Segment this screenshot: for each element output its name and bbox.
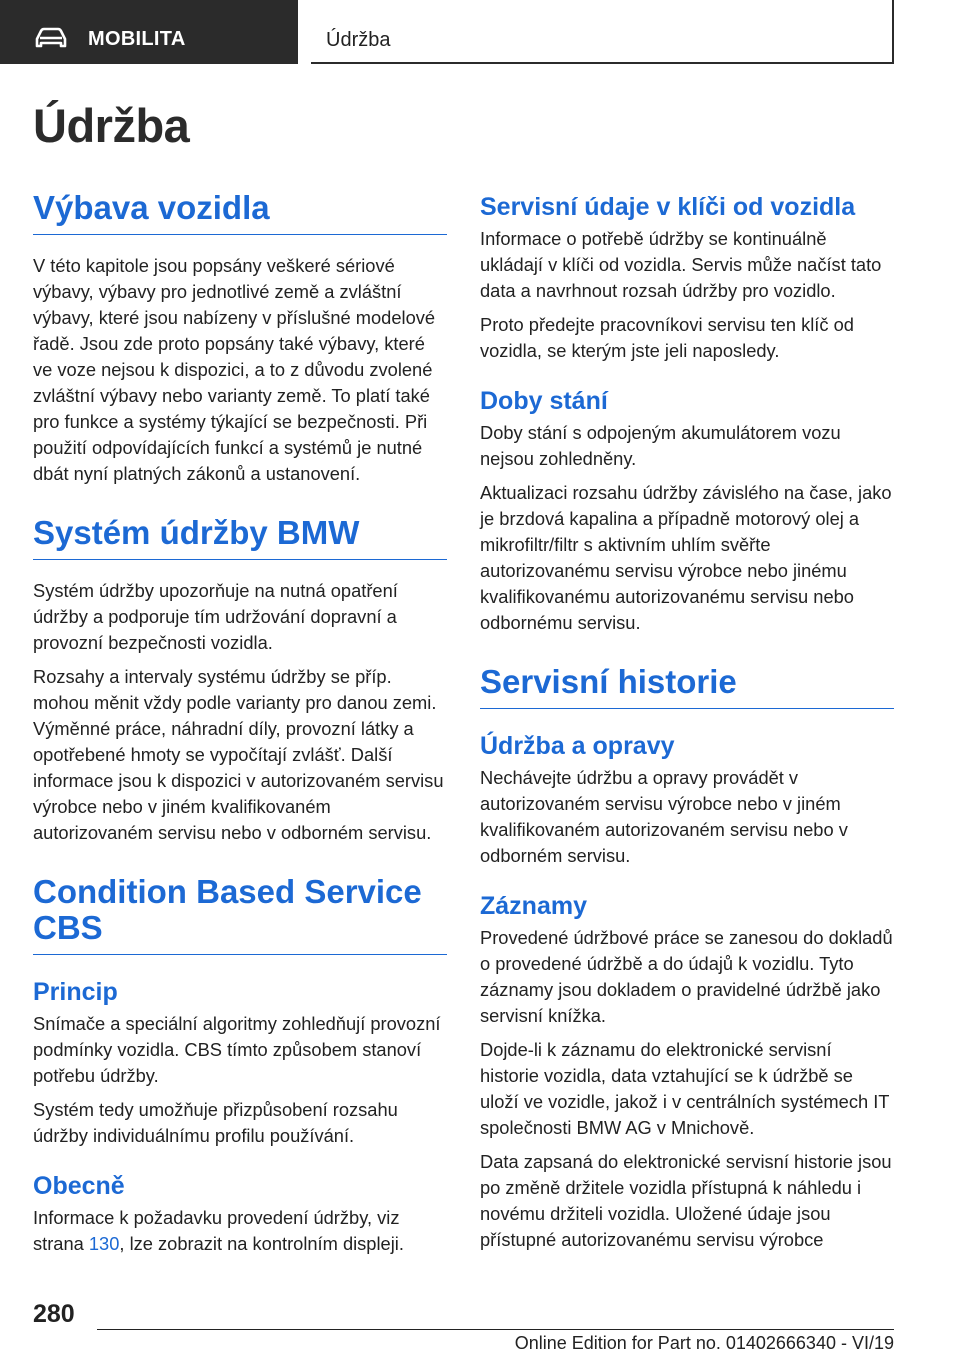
right-column <box>480 192 894 1261</box>
page-title: Údržba <box>33 99 190 152</box>
subheading-servisni-udaje: Servisní údaje v klíči od vozidla <box>480 193 856 221</box>
paragraph: Rozsahy a intervaly systému údržby se příp. mohou měnit vždy podle varianty pro danou zemi. Výměnné práce, náhradní díly, provozní látky a opotřebené hmoty se vypočítají zvlášť. Další informace jsou k dispozici v autorizovaném servisu výrobce nebo v jiném kvalifikovaném autorizovaném servisu nebo v odborném servisu. <box>33 666 444 843</box>
heading-vybava: Výbava vozidla <box>33 190 447 235</box>
paragraph: Informace k požadavku provedení údržby, viz strana 130, lze zobrazit na kontrolním displeji. <box>33 1207 404 1254</box>
footer-divider <box>97 1329 894 1330</box>
subheading-obecne: Obecně <box>33 1172 125 1200</box>
paragraph: Data zapsaná do elektronické servisní historie jsou po změně držitele vozidla přístupná k náhledu i novému držiteli vozidla. Uložené údaje jsou přístupné autorizovanému servisu výrobce <box>480 1151 892 1250</box>
paragraph: Systém tedy umožňuje přizpůsobení rozsahu údržby individuálnímu profilu používání. <box>33 1099 398 1146</box>
subheading-udrzba-opravy: Údržba a opravy <box>480 732 675 760</box>
page-number: 280 <box>33 1300 75 1328</box>
paragraph: Dojde-li k záznamu do elektronické servisní historie vozidla, data vztahující se k údržbě se uloží ve vozidle, jakož i v centrálních systémech IT společnosti BMW AG v Mnichově. <box>480 1039 890 1138</box>
subheading-zaznamy: Záznamy <box>480 892 587 920</box>
section-header-label: Údržba <box>326 29 391 51</box>
heading-system-udrzby: Systém údržby BMW <box>33 515 447 560</box>
chapter-tab-label: MOBILITA <box>88 28 186 50</box>
paragraph: Doby stání s odpojeným akumulátorem vozu nejsou zohledněny. <box>480 422 841 469</box>
paragraph: Aktualizaci rozsahu údržby závislého na čase, jako je brzdová kapalina a případně motorový olej a mikrofiltr/filtr s aktivním uhlím svěřte autorizovanému servisu výrobce nebo jinému kvalifikovanému autorizovanému servisu nebo odbornému servisu. <box>480 482 892 633</box>
subheading-princip: Princip <box>33 978 118 1006</box>
paragraph: Snímače a speciální algoritmy zohledňují provozní podmínky vozidla. CBS tímto způsobem stanoví potřebu údržby. <box>33 1013 441 1086</box>
paragraph: Proto předejte pracovníkovi servisu ten klíč od vozidla, se kterým jste jeli naposledy. <box>480 314 854 361</box>
edition-footer: Online Edition for Part no. 01402666340 - VI/19 <box>514 1333 894 1353</box>
chapter-tab[interactable] <box>0 0 298 64</box>
page-reference-link[interactable]: 130 <box>88 1233 120 1254</box>
paragraph: Systém údržby upozorňuje na nutná opatření údržby a podporuje tím udržování dopravní a provozní bezpečnosti vozidla. <box>33 580 398 653</box>
section-header <box>311 0 894 64</box>
paragraph: Informace o potřebě údržby se kontinuálně ukládají v klíči od vozidla. Servis může načíst tato data a navrhnout rozsah údržby pro vozidlo. <box>480 228 882 301</box>
paragraph: V této kapitole jsou popsány veškeré sériové výbavy, výbavy pro jednotlivé země a zvláštní výbavy, které jsou nabízeny v příslušné modelové řadě. Jsou zde proto popsány také výbavy, které ve voze nejsou k dispozici, a to z důvodu zvolené zvláštní výbavy nebo varianty země. To platí také pro funkce a systémy týkající se bezpečnosti. Při použití odpovídajících funkcí a systémů je nutné dbát nyní platných zákonů a ustanovení. <box>33 255 436 484</box>
paragraph: Provedené údržbové práce se zanesou do dokladů o provedené údržbě a do údajů k vozidlu. Tyto záznamy jsou dokladem o pravidelné údržbě jako servisní knížka. <box>480 927 893 1026</box>
left-column <box>33 190 447 1265</box>
heading-servisni-historie: Servisní historie <box>480 664 894 709</box>
subheading-doby-stani: Doby stání <box>480 387 608 415</box>
car-icon <box>34 27 68 49</box>
paragraph: Nechávejte údržbu a opravy provádět v autorizovaném servisu výrobce nebo v jiném kvalifikovaném autorizovaném servisu nebo v odborném servisu. <box>480 767 848 866</box>
heading-cbs: Condition Based Service CBS <box>33 874 447 955</box>
